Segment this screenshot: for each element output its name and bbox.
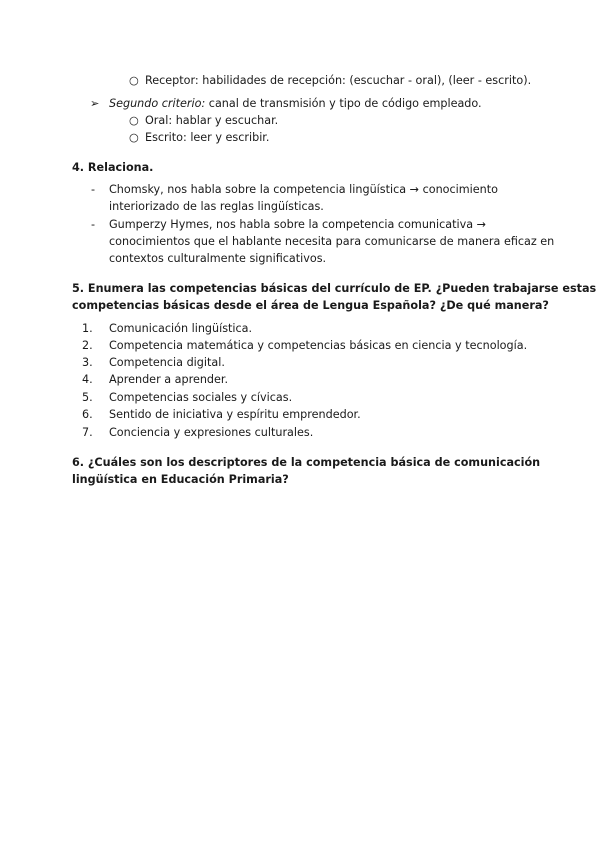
list-item: Competencia matemática y competencias básicas en ciencia y tecnología. (109, 339, 528, 352)
section4-item2-line2: conocimientos que el hablante necesita para comunicarse de manera eficaz en (109, 235, 555, 248)
section4-item2-line1: Gumperzy Hymes, nos habla sobre la competencia comunicativa → (109, 218, 487, 231)
second-criterion-text: canal de transmisión y tipo de código empleado. (208, 97, 482, 110)
list-item: Conciencia y expresiones culturales. (109, 426, 314, 439)
second-criterion-label: Segundo criterio: (109, 97, 206, 110)
list-number: 1. (82, 322, 93, 335)
section6-heading-line2: lingüística en Educación Primaria? (72, 473, 289, 486)
list-item: Competencias sociales y cívicas. (109, 391, 293, 404)
list-number: 4. (82, 373, 93, 386)
section4-item2-line3: contextos culturalmente significativos. (109, 252, 327, 265)
section6-heading-line1: 6. ¿Cuáles son los descriptores de la competencia básica de comunicación (72, 456, 541, 469)
list-item: Comunicación lingüística. (109, 322, 253, 335)
circle-bullet-icon: ○ (129, 131, 139, 144)
circle-bullet-icon: ○ (129, 74, 139, 87)
subitem-oral: Oral: hablar y escuchar. (145, 114, 279, 127)
section4-heading: 4. Relaciona. (72, 161, 154, 174)
dash-bullet: - (91, 218, 96, 231)
list-item: Sentido de iniciativa y espíritu emprendedor. (109, 408, 361, 421)
circle-bullet-icon: ○ (129, 114, 139, 127)
subitem-escrito: Escrito: leer y escribir. (145, 131, 270, 144)
arrow-bullet-icon: ➢ (90, 97, 100, 110)
section4-item1-line2: interiorizado de las reglas lingüísticas. (109, 200, 324, 213)
list-number: 5. (82, 391, 93, 404)
section4-item1-line1: Chomsky, nos habla sobre la competencia lingüística → conocimiento (109, 183, 498, 196)
dash-bullet: - (91, 183, 96, 196)
list-number: 3. (82, 356, 93, 369)
list-number: 6. (82, 408, 93, 421)
receptor-text: Receptor: habilidades de recepción: (escuchar - oral), (leer - escrito). (145, 74, 532, 87)
list-item: Competencia digital. (109, 356, 225, 369)
section5-heading-line2: competencias básicas desde el área de Lengua Española? ¿De qué manera? (72, 299, 549, 312)
section5-heading-line1: 5. Enumera las competencias básicas del currículo de EP. ¿Pueden trabajarse estas (72, 282, 597, 295)
second-criterion-line (109, 95, 482, 112)
list-number: 7. (82, 426, 93, 439)
list-item: Aprender a aprender. (109, 373, 229, 386)
list-number: 2. (82, 339, 93, 352)
